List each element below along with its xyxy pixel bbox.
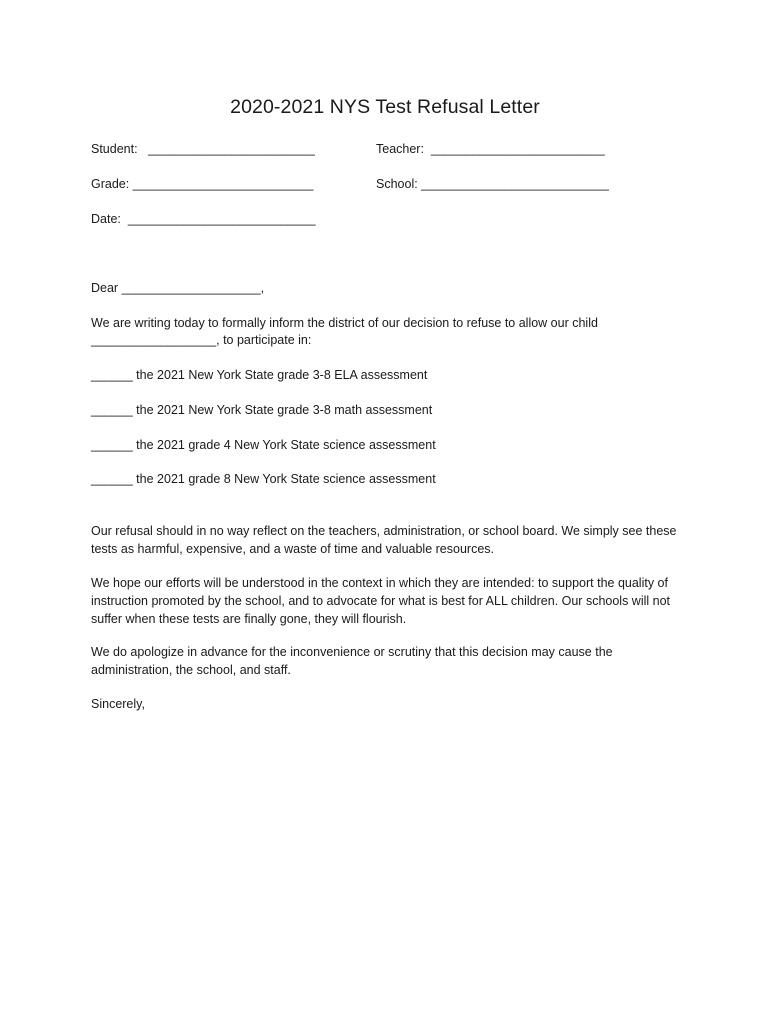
date-field: Date: ___________________________ — [91, 212, 316, 226]
assessment-item: ______ the 2021 grade 8 New York State science assessment — [91, 472, 436, 486]
body-paragraph: Our refusal should in no way reflect on the teachers, administration, or school board. We simply see these tests as harmful, expensive, and a waste of time and valuable resources. — [91, 524, 677, 556]
assessment-item: ______ the 2021 grade 4 New York State science assessment — [91, 438, 436, 452]
salutation: Dear ____________________, — [91, 281, 265, 295]
teacher-field: Teacher: _________________________ — [376, 142, 605, 156]
intro-line-2: __________________, to participate in: — [91, 333, 312, 347]
school-field: School: ___________________________ — [376, 177, 609, 191]
closing: Sincerely, — [91, 697, 145, 711]
page-title: 2020-2021 NYS Test Refusal Letter — [230, 96, 540, 118]
body-paragraph: We hope our efforts will be understood in the context in which they are intended: to support the quality of instruction promoted by the school, and to advocate for what is best for ALL children. Our schools will not suffer when these tests are finally gone, they will flourish. — [91, 576, 671, 626]
student-field: Student: ________________________ — [91, 142, 315, 156]
assessment-item: ______ the 2021 New York State grade 3-8 ELA assessment — [91, 368, 428, 382]
intro-line-1: We are writing today to formally inform the district of our decision to refuse to allow our child — [91, 316, 598, 330]
assessment-item: ______ the 2021 New York State grade 3-8 math assessment — [91, 403, 433, 417]
body-paragraph: We do apologize in advance for the inconvenience or scrutiny that this decision may cause the administration, the school, and staff. — [91, 645, 613, 677]
grade-field: Grade: __________________________ — [91, 177, 314, 191]
